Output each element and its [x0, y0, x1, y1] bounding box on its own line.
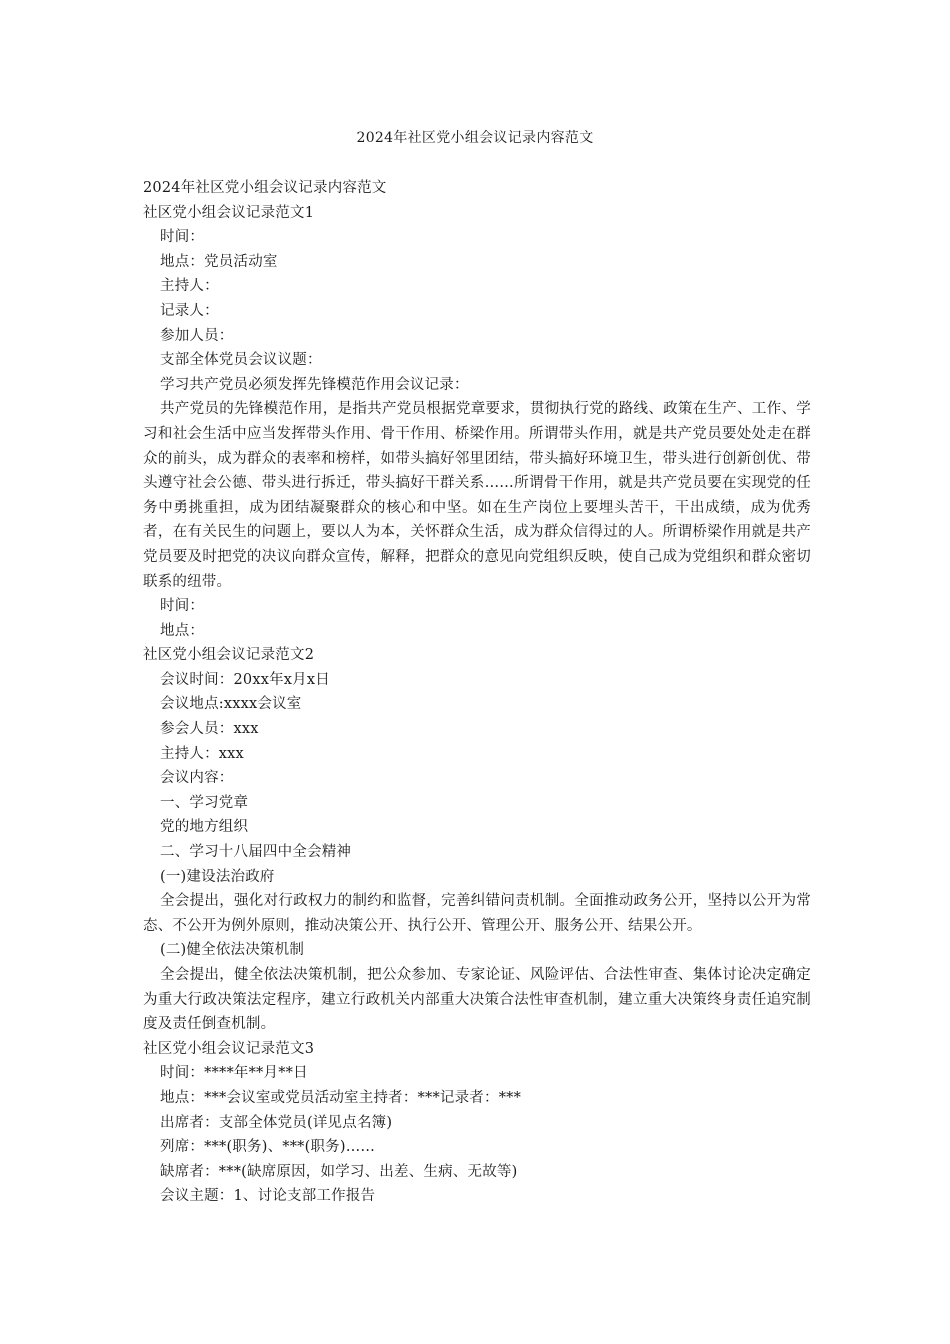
document-body: [143, 176, 811, 1209]
sample3-absent: 缺席者：***(缺席原因，如学习、出差、生病、无故等): [160, 1163, 518, 1180]
sample2-host: 主持人：xxx: [160, 745, 244, 762]
sample3-present: 出席者：支部全体党员(详见点名簿): [160, 1114, 393, 1131]
sample2-item1: 一、学习党章: [160, 794, 249, 811]
sample2-item1-sub: 党的地方组织: [160, 819, 249, 836]
sample1-location-2: 地点：: [160, 622, 205, 639]
sample1-record-title: 学习共产党员必须发挥先锋模范作用会议记录：: [160, 376, 469, 393]
sample2-meeting-time: 会议时间：20xx年x月x日: [160, 671, 330, 688]
sample3-place: 地点：***会议室或党员活动室主持者：***记录者：***: [160, 1089, 522, 1106]
sample1-time-2: 时间：: [160, 598, 205, 615]
sample2-item2-b: (二)健全依法决策机制: [160, 942, 305, 959]
sample2-item2: 二、学习十八届四中全会精神: [160, 844, 352, 861]
sample3-observers: 列席：***(职务)、***(职务)……: [160, 1139, 376, 1156]
document-title: 2024年社区党小组会议记录内容范文: [356, 130, 594, 146]
sample3-time: 时间：****年**月**日: [160, 1065, 308, 1082]
sample1-heading: 社区党小组会议记录范文1: [143, 204, 315, 221]
sample2-content-label: 会议内容：: [160, 770, 234, 787]
document-subtitle: 2024年社区党小组会议记录内容范文: [143, 180, 387, 196]
sample2-item2-b-text: 全会提出，健全依法决策机制，把公众参加、专家论证、风险评估、合法性审查、集体讨论决定确定为重大行政决策法定程序，建立行政机关内部重大决策合法性审查机制，建立重大决策终身责任追究制度及责任倒查机制。: [143, 967, 811, 1033]
sample3-heading: 社区党小组会议记录范文3: [143, 1040, 315, 1057]
sample2-meeting-place: 会议地点:xxxx会议室: [160, 696, 302, 713]
sample1-participants: 参加人员：: [160, 327, 234, 344]
sample1-topic: 支部全体党员会议议题：: [160, 352, 322, 369]
sample1-time: 时间：: [160, 229, 205, 246]
sample2-item2-a-text: 全会提出，强化对行政权力的制约和监督，完善纠错问责机制。全面推动政务公开，坚持以公开为常态、不公开为例外原则，推动决策公开、执行公开、管理公开、服务公开、结果公开。: [143, 893, 811, 934]
sample2-item2-a: (一)建设法治政府: [160, 868, 275, 885]
sample1-host: 主持人：: [160, 278, 219, 295]
sample1-location: 地点：党员活动室: [160, 253, 278, 270]
sample2-attendees: 参会人员：xxx: [160, 721, 259, 738]
sample1-paragraph: 共产党员的先锋模范作用，是指共产党员根据党章要求，贯彻执行党的路线、政策在生产、工作、学习和社会生活中应当发挥带头作用、骨干作用、桥梁作用。所谓带头作用，就是共产党员要处处走在群众的前头，成为群众的表率和榜样，如带头搞好邻里团结，带头搞好环境卫生，带头进行创新创优、带头遵守社会公德、带头进行拆迁，带头搞好干群关系……所谓骨干作用，就是共产党员要在实现党的任务中勇挑重担，成为团结凝聚群众的核心和中坚。如在生产岗位上要埋头苦干，干出成绩，成为优秀者，在有关民生的问题上，要以人为本，关怀群众生活，成为群众信得过的人。所谓桥梁作用就是共产党员要及时把党的决议向群众宣传，解释，把群众的意见向党组织反映，使自己成为党组织和群众密切联系的纽带。: [143, 401, 811, 590]
sample2-heading: 社区党小组会议记录范文2: [143, 647, 315, 664]
sample3-theme: 会议主题：1、讨论支部工作报告: [160, 1188, 376, 1205]
sample1-recorder: 记录人：: [160, 302, 219, 319]
